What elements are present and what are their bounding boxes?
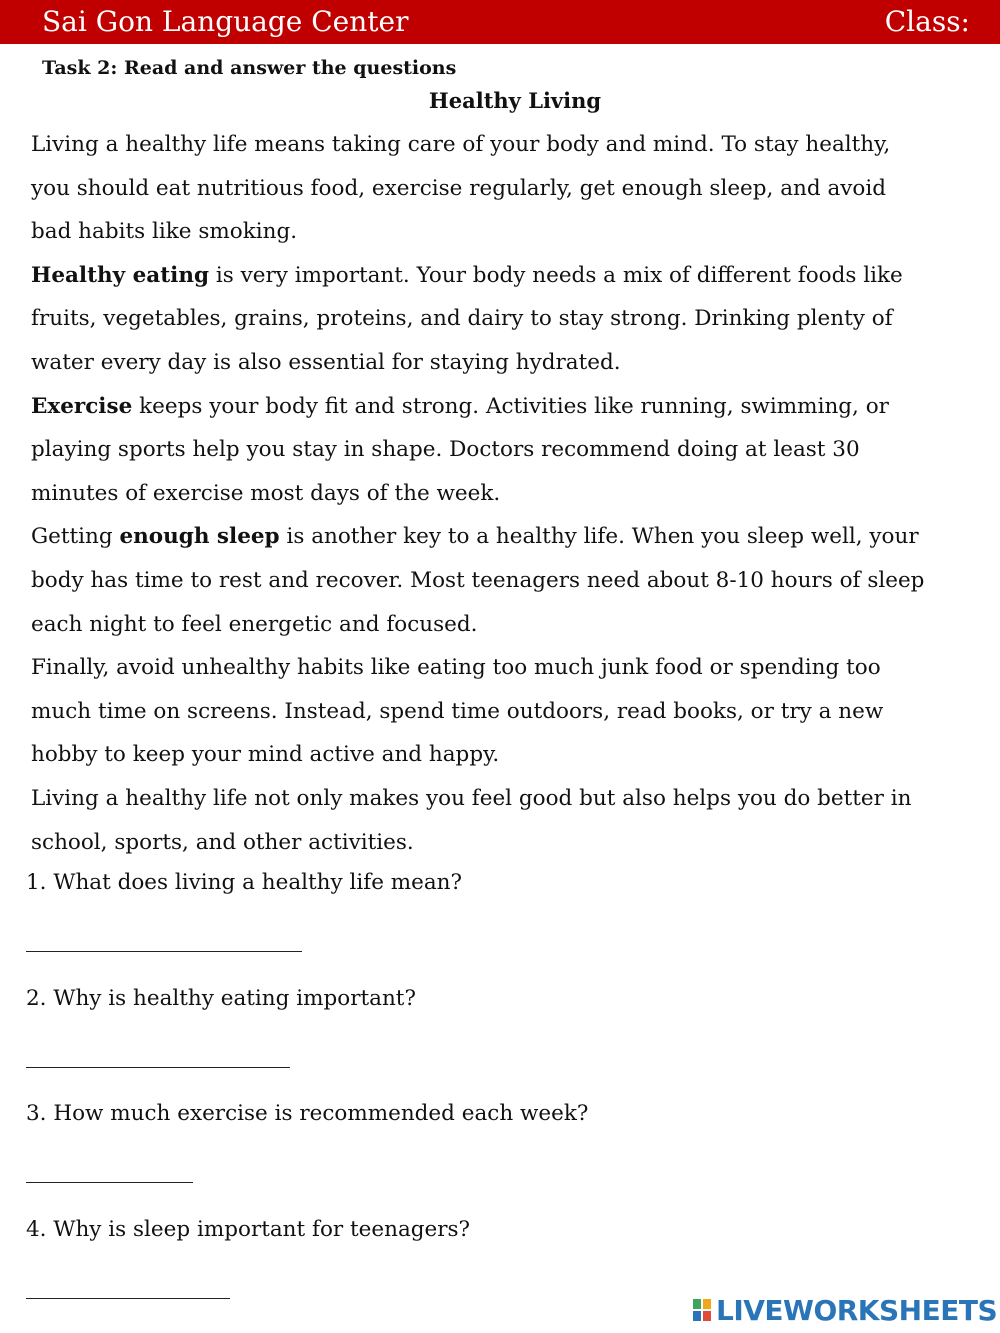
- class-label: Class:: [884, 5, 970, 38]
- line-text: Getting: [31, 524, 120, 550]
- paragraph-1: [31, 123, 1000, 254]
- paragraph-line: body has time to rest and recover. Most teenagers need about 8-10 hours of sleep: [31, 567, 925, 593]
- logo-mark-tile: [692, 1310, 702, 1322]
- paragraph-line: minutes of exercise most days of the week.: [31, 480, 501, 506]
- logo-mark-tile: [702, 1298, 712, 1310]
- keyword-healthy-eating: Healthy eating: [31, 262, 210, 288]
- center-name: Sai Gon Language Center: [42, 5, 409, 38]
- paragraph-line: school, sports, and other activities.: [31, 829, 414, 855]
- liveworksheets-logo: [692, 1292, 997, 1328]
- logo-mark-tile: [692, 1298, 702, 1310]
- logo-mark-tile: [702, 1310, 712, 1322]
- paragraph-line: [31, 254, 1000, 298]
- liveworksheets-logo-icon: [692, 1298, 712, 1322]
- header-bar: [0, 0, 1000, 44]
- answer-line-3[interactable]: [26, 1182, 193, 1183]
- paragraph-2: [31, 254, 1000, 385]
- paragraph-3: [31, 385, 1000, 516]
- paragraph-line: Living a healthy life means taking care of your body and mind. To stay healthy,: [31, 132, 891, 157]
- question-1: 1. What does living a healthy life mean?: [26, 870, 463, 895]
- paragraph-line: you should eat nutritious food, exercise regularly, get enough sleep, and avoid: [31, 175, 887, 201]
- question-4: 4. Why is sleep important for teenagers?: [26, 1217, 471, 1242]
- logo-text: LIVEWORKSHEETS: [716, 1293, 998, 1327]
- answer-line-1[interactable]: [26, 951, 302, 952]
- answer-line-2[interactable]: [26, 1067, 290, 1068]
- line-text: keeps your body fit and strong. Activities like running, swimming, or: [132, 393, 889, 419]
- paragraph-line: Living a healthy life not only makes you feel good but also helps you do better in: [31, 785, 912, 811]
- paragraph-line: hobby to keep your mind active and happy.: [31, 742, 500, 768]
- paragraph-line: each night to feel energetic and focused.: [31, 611, 478, 637]
- passage-title: Healthy Living: [428, 88, 602, 113]
- keyword-exercise: Exercise: [31, 393, 133, 419]
- paragraph-line: fruits, vegetables, grains, proteins, and dairy to stay strong. Drinking plenty of: [31, 306, 893, 332]
- paragraph-line: [31, 385, 1000, 429]
- keyword-enough-sleep: enough sleep: [119, 524, 280, 550]
- line-text: is another key to a healthy life. When you sleep well, your: [279, 524, 919, 550]
- answer-line-4[interactable]: [26, 1298, 230, 1299]
- paragraph-line: bad habits like smoking.: [31, 219, 298, 245]
- paragraph-line: water every day is also essential for staying hydrated.: [31, 349, 621, 375]
- paragraph-line: Finally, avoid unhealthy habits like eating too much junk food or spending too: [31, 655, 881, 681]
- paragraph-4: [31, 515, 1000, 646]
- question-2: 2. Why is healthy eating important?: [26, 986, 416, 1011]
- question-3: 3. How much exercise is recommended each week?: [26, 1101, 589, 1126]
- line-text: is very important. Your body needs a mix of different foods like: [209, 262, 903, 288]
- paragraph-5: [31, 646, 1000, 777]
- task-instruction: Task 2: Read and answer the questions: [42, 57, 457, 79]
- reading-passage: [31, 123, 1000, 864]
- paragraph-6: [31, 777, 1000, 864]
- paragraph-line: playing sports help you stay in shape. Doctors recommend doing at least 30: [31, 437, 860, 463]
- paragraph-line: [31, 515, 1000, 559]
- paragraph-line: much time on screens. Instead, spend time outdoors, read books, or try a new: [31, 698, 884, 724]
